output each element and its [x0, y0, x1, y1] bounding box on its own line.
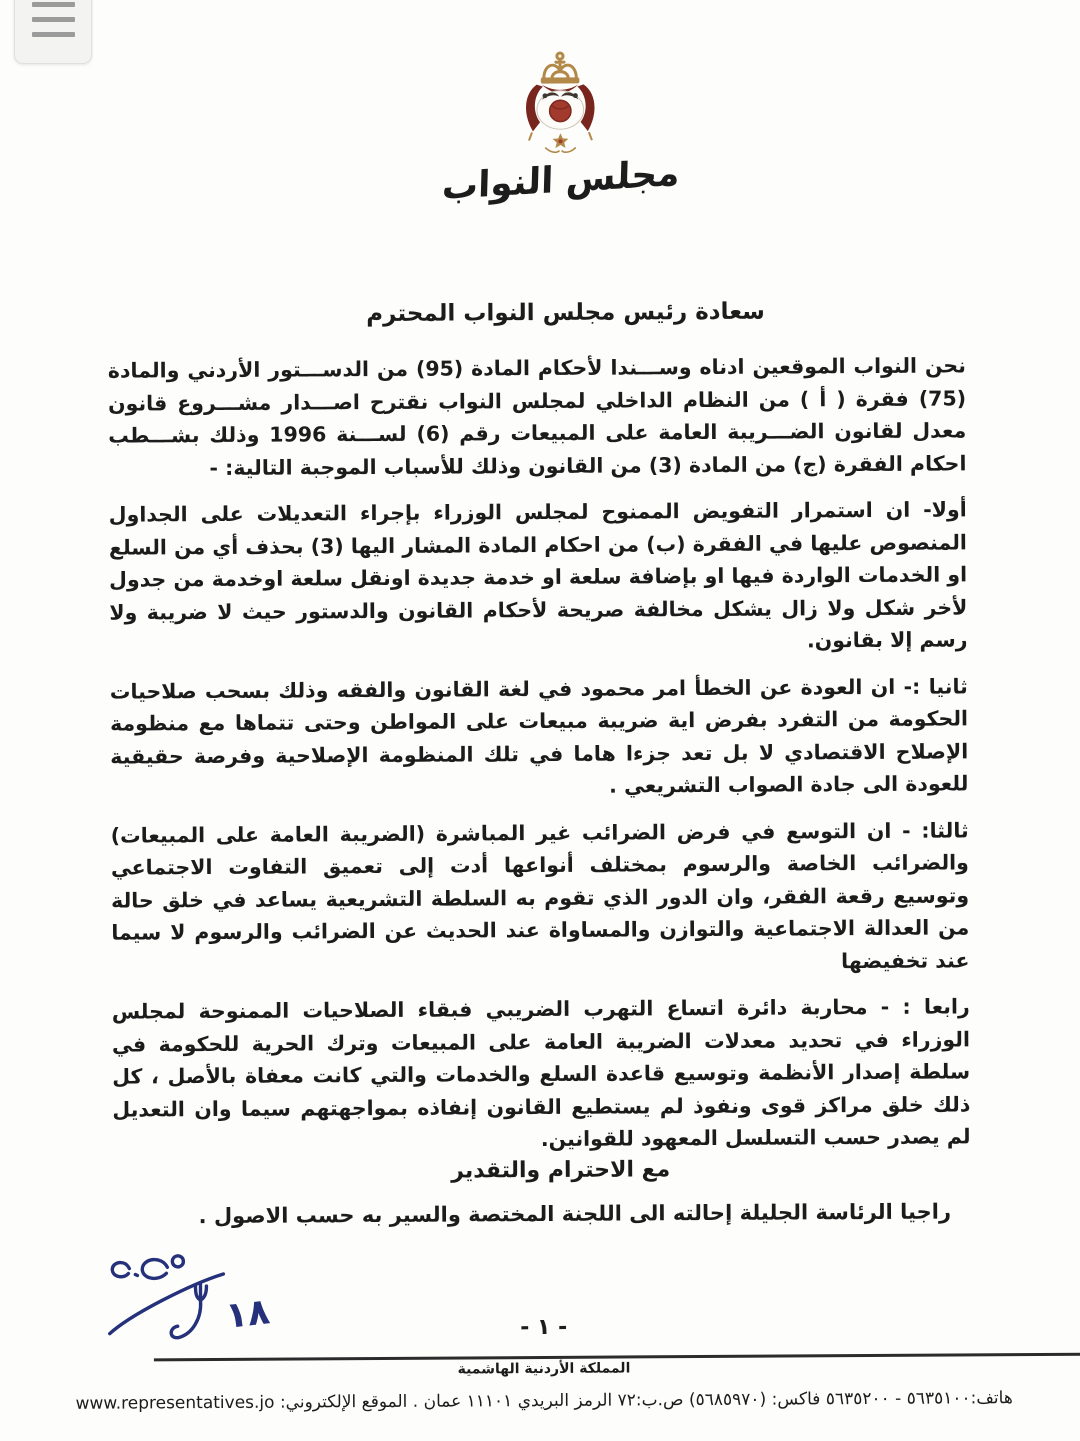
- globe-shield: [550, 100, 571, 121]
- referral-request: راجيا الرئاسة الجليلة إحالته الى اللجنة المختصة والسير به حسب الاصول .: [198, 1199, 952, 1229]
- letter-body: [108, 349, 971, 1172]
- wreath-stems: [545, 147, 575, 152]
- crown-band: [541, 77, 580, 83]
- reason-paragraph-2: ثانيا :- ان العودة عن الخطأ امر محمود في لغة القانون والفقه وذلك بسحب صلاحيات الحكومة من التفرد بفرض اية ضريبة مبيعات على المواطن وحتى تتماها مع منظومة الإصلاح الاقتصادي لا بل تعد جزءا هاما في تلك المنظومة الإصلاحية وفرصة حقيقية للعودة الى جادة الصواب التشريعي .: [109, 673, 969, 798]
- jordan-coat-of-arms-icon: [494, 45, 627, 168]
- crown-icon: [544, 53, 577, 79]
- intro-paragraph: نحن النواب الموقعين ادناه وســـندا لأحكام المادة (95) من الدســـتور الأردني والمادة (75) فقرة ( أ ) من النظام الداخلي لمجلس النواب نقترح اصـــدار مشـــروع قانون معدل لقانون الضـــريبة العامة على المبيعات رقم (6) لســـنة 1996 وذلك بشـــطب احكام الفقرة (ج) من المادة (3) من القانون وذلك للأسباب الموجبة التالية: -: [107, 353, 967, 480]
- hashemite-star-icon: [553, 133, 569, 148]
- council-calligraphy: مجلس النواب: [441, 152, 681, 208]
- footer-contact-line: هاتف:٥٦٣٥١٠٠ - ٥٦٣٥٢٠٠ فاكس: (٥٦٨٥٩٧٠) ص.ب:٧٢ الرمز البريدي ١١١٠١ عمان . الموقع الإلكتروني: www.representatives.jo: [75, 1388, 1013, 1414]
- signature-number: ١٨: [223, 1291, 272, 1337]
- reason-paragraph-4: رابعا : - محاربة دائرة اتساع التهرب الضريبي فبقاء الصلاحيات الممنوحة لمجلس الوزراء في تحديد معدلات الضريبة العامة على المبيعات وترك الحرية للحكومة في سلطة إصدار الأنظمة وتوسيع قاعدة السلع والخدمات والتي كانت معفاة بالأصل ، كل ذلك خلق مراكز قوى ونفوذ لم يستطيع القانون إنفاذه بمواجهتهم سيما وان التعديل لم يصدر حسب التسلسل المعهود للقوانين.: [111, 994, 971, 1152]
- page-number: - ١ -: [520, 1314, 568, 1341]
- kingdom-name-calligraphy: المملكة الأردنية الهاشمية: [457, 1360, 631, 1378]
- salutation-line: سعادة رئيس مجلس النواب المحترم: [366, 298, 765, 328]
- closing-salute: مع الاحترام والتقدير: [451, 1157, 671, 1184]
- reason-paragraph-1: أولا- ان استمرار التفويض الممنوح لمجلس الوزراء بإجراء التعديلات على الجداول المنصوص عليها في الفقرة (ب) من احكام المادة المشار اليها (3) بحذف أي من السلع او الخدمات الواردة فيها او بإضافة سلعة او خدمة جديدة اونقل سلعة اوخدمة من جدول لأخر شكل ولا زال يشكل مخالفة صريحة لأحكام القانون والدستور حيث لا ضريبة ولا رسم إلا بقانون.: [108, 497, 968, 653]
- reason-paragraph-3: ثالثا: - ان التوسع في فرض الضرائب غير المباشرة (الضريبة العامة على المبيعات) والضرائب الخاصة والرسوم بمختلف أنواعها أدت إلى تعميق التفاوت الاجتماعي وتوسيع رقعة الفقر، وان الدور الذي تقوم به السلطة التشريعية يساعد في خلق حالة من العدالة الاجتماعية والتوازن والمساواة عند الحديث عن الضرائب والرسوم لا سيما عند تخفيضها: [110, 817, 970, 973]
